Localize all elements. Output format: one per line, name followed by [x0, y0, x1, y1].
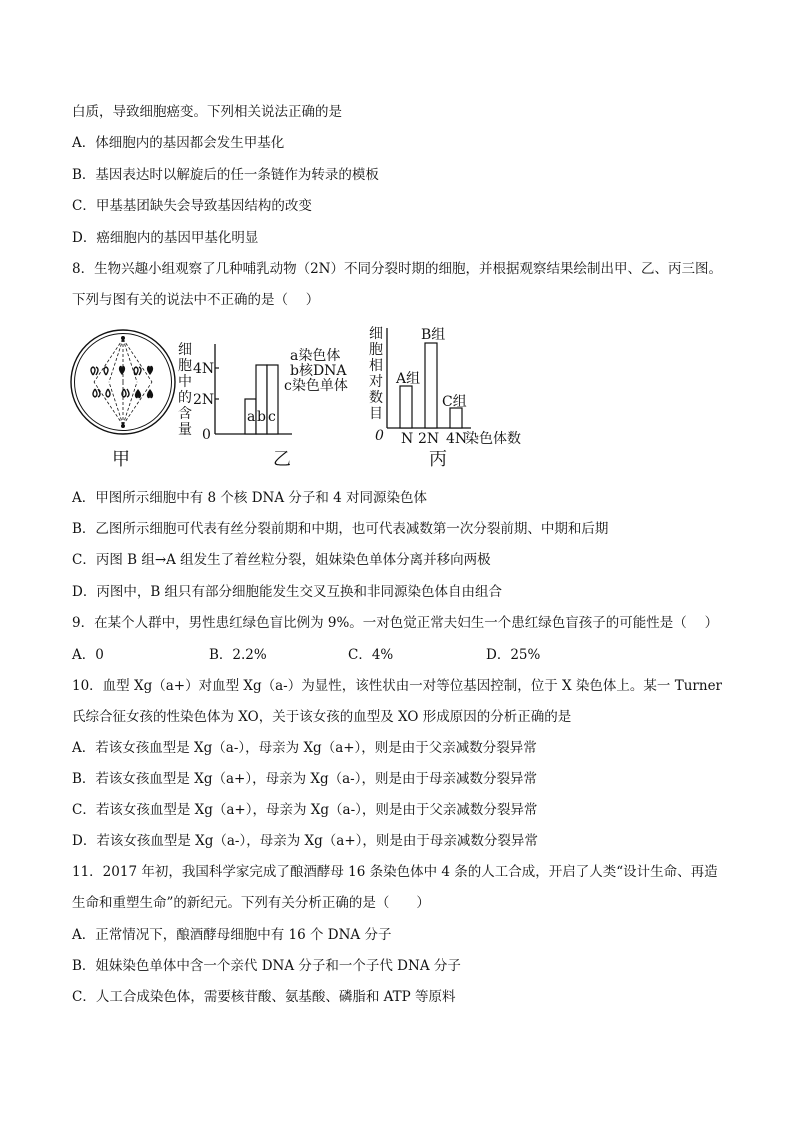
- tick-0: 0: [202, 427, 211, 443]
- y-label-char: 目: [369, 406, 383, 422]
- figure-yi-chart: [178, 342, 348, 470]
- option-c: C．4%: [348, 647, 394, 663]
- figure-bing-chart: [369, 326, 521, 470]
- question-8-stem: 8．生物兴趣小组观察了几种哺乳动物（2N）不同分裂时期的细胞，并根据观察结果绘制出甲、乙、丙三图。: [72, 261, 722, 277]
- option-a: A．0: [72, 647, 104, 663]
- y-label-char: 胞: [369, 342, 383, 358]
- option-d: D．25%: [486, 647, 541, 663]
- y-label-char: 中: [178, 374, 192, 390]
- y-label-char: 的: [178, 390, 192, 406]
- tick-2n: 2N: [193, 392, 215, 408]
- figure-yi-caption: 乙: [273, 449, 291, 470]
- question-11-stem-cont: 生命和重塑生命”的新纪元。下列有关分析正确的是（ ）: [72, 895, 430, 911]
- option-a: A．体细胞内的基因都会发生甲基化: [72, 135, 285, 151]
- option-a: A．若该女孩血型是 Xg（a-），母亲为 Xg（a+），则是由于父亲减数分裂异常: [72, 740, 537, 756]
- y-label-char: 细: [178, 342, 192, 358]
- origin-label: 0: [375, 428, 384, 444]
- option-d: D．丙图中，B 组只有部分细胞能发生交叉互换和非同源染色体自由组合: [72, 584, 503, 600]
- option-c: C．丙图 B 组→A 组发生了着丝粒分裂，姐妹染色单体分离并移向两极: [72, 552, 491, 568]
- x-tick-n: N: [401, 431, 414, 447]
- option-b: B．2.2%: [209, 647, 267, 663]
- figure-bing-caption: 丙: [429, 449, 447, 470]
- figure-jia-cell: [71, 330, 175, 470]
- option-b: B．姐妹染色单体中含一个亲代 DNA 分子和一个子代 DNA 分子: [72, 958, 461, 974]
- y-label-char: 量: [178, 422, 192, 438]
- legend-b: b核DNA: [290, 363, 347, 379]
- y-label-char: 细: [369, 326, 383, 342]
- question-9-stem: 9．在某个人群中，男性患红绿色盲比例为 9%。一对色觉正常夫妇生一个患红绿色盲孩子的可能性是（ ）: [72, 615, 719, 631]
- x-tick-4n: 4N: [446, 431, 468, 447]
- option-d: D．癌细胞内的基因甲基化明显: [72, 230, 259, 246]
- group-b-label: B组: [421, 327, 446, 343]
- group-c-label: C组: [442, 394, 467, 410]
- legend-a: a染色体: [290, 348, 341, 364]
- option-b: B．若该女孩血型是 Xg（a+），母亲为 Xg（a-），则是由于母亲减数分裂异常: [72, 771, 537, 787]
- question-8-figure: [66, 322, 536, 474]
- y-label-char: 含: [178, 406, 192, 422]
- y-label-char: 相: [369, 358, 383, 374]
- bar-group-c: [450, 408, 462, 428]
- option-a: A．正常情况下，酿酒酵母细胞中有 16 个 DNA 分子: [72, 927, 392, 943]
- text-line: 白质，导致细胞癌变。下列相关说法正确的是: [72, 104, 342, 120]
- option-c: C．人工合成染色体，需要核苷酸、氨基酸、磷脂和 ATP 等原料: [72, 989, 456, 1005]
- question-11-stem: 11．2017 年初，我国科学家完成了酿酒酵母 16 条染色体中 4 条的人工合成，开启了人类“设计生命、再造: [72, 864, 718, 880]
- option-c: C．若该女孩血型是 Xg（a+），母亲为 Xg（a-），则是由于父亲减数分裂异常: [72, 802, 538, 818]
- question-8-stem-cont: 下列与图有关的说法中不正确的是（ ）: [72, 292, 320, 308]
- x-tick-2n: 2N: [418, 431, 440, 447]
- bar-label-c: c: [268, 409, 276, 425]
- x-axis-label: 染色体数: [465, 431, 521, 447]
- group-a-label: A组: [396, 371, 421, 387]
- y-label-char: 胞: [178, 358, 192, 374]
- figure-jia-caption: 甲: [112, 449, 130, 470]
- option-a: A．甲图所示细胞中有 8 个核 DNA 分子和 4 对同源染色体: [72, 490, 428, 506]
- question-10-stem: 10．血型 Xg（a+）对血型 Xg（a-）为显性，该性状由一对等位基因控制，位于 X 染色体上。某一 Turner: [72, 678, 723, 694]
- bar-label-b: b: [257, 409, 266, 425]
- bar-group-b: [425, 343, 437, 428]
- y-label-char: 数: [369, 390, 383, 406]
- option-b: B．基因表达时以解旋后的任一条链作为转录的模板: [72, 167, 379, 183]
- bar-group-a: [400, 386, 412, 428]
- option-d: D．若该女孩血型是 Xg（a-），母亲为 Xg（a+），则是由于母亲减数分裂异常: [72, 833, 538, 849]
- legend-c: c染色单体: [284, 378, 348, 394]
- bar-label-a: a: [247, 409, 256, 425]
- tick-4n: 4N: [193, 361, 215, 377]
- option-b: B．乙图所示细胞可代表有丝分裂前期和中期，也可代表减数第一次分裂前期、中期和后期: [72, 521, 609, 537]
- question-10-stem-cont: 氏综合征女孩的性染色体为 XO，关于该女孩的血型及 XO 形成原因的分析正确的是: [72, 709, 572, 725]
- y-label-char: 对: [369, 374, 383, 390]
- option-c: C．甲基基团缺失会导致基因结构的改变: [72, 198, 312, 214]
